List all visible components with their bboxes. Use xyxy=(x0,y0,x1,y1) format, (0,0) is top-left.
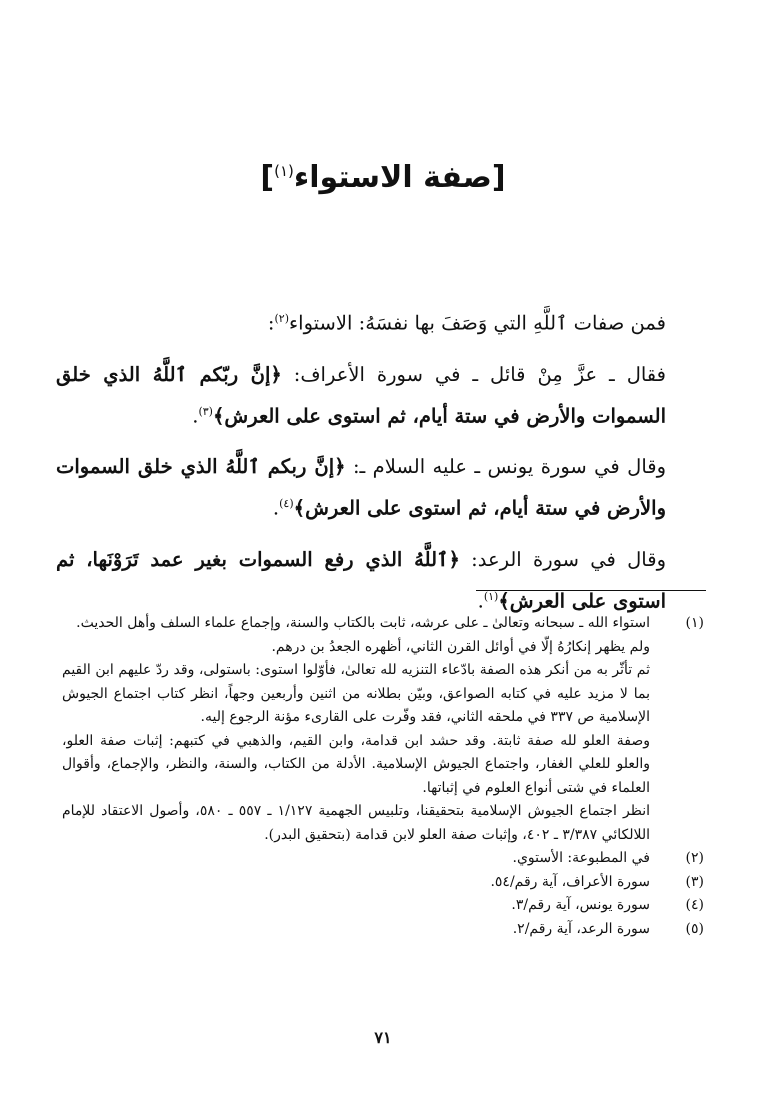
footnote-paragraph: سورة الأعراف، آية رقم/٥٤. xyxy=(490,873,650,890)
footnote-ref: (١) xyxy=(483,589,499,603)
footnote xyxy=(62,612,704,847)
footnote-number: (١) xyxy=(685,615,704,631)
chapter-title-text: [صفة الاستواء xyxy=(293,160,506,195)
paragraph xyxy=(56,300,706,342)
paragraph xyxy=(56,541,706,620)
paragraph-tail: : xyxy=(267,311,275,335)
footnote-body xyxy=(62,871,650,895)
quran-quote: ﴿إنَّ ربكم ٱللَّهُ الذي خلق السموات والأرض في ستة أيام، ثم استوى على العرش﴾ xyxy=(56,455,666,520)
footnote xyxy=(62,894,704,918)
footnote-number: (٣) xyxy=(685,873,704,890)
paragraph-tail: . xyxy=(477,589,484,612)
paragraph-tail: . xyxy=(272,496,280,520)
paragraph-text: فقال ـ عزَّ مِنْ قائل ـ في سورة الأعراف: xyxy=(281,362,666,386)
chapter-title-close-bracket: ] xyxy=(260,160,275,195)
footnote-body xyxy=(62,918,650,942)
footnote-ref: (٢) xyxy=(274,312,290,325)
footnote-ref: (٣) xyxy=(198,404,213,418)
footnote-number: (٤) xyxy=(685,897,704,913)
footnote xyxy=(62,847,704,871)
footnote-paragraph: ثم تأثّر به من أنكر هذه الصفة بادّعاء التنزيه لله تعالىٰ، فأوّلوا استوى: باستولى، وقد ردّ عليهم ابن القيم بما لا مزيد عليه في كتابه الصواعق، وبيّن بطلانه من اثنين وأربعين وجهاً، انظر كتاب اجتماع الجيوش الإسلامية ص ٣٣٧ في ملحقه الثاني، فقد وفّرت على القارىء مؤنة الرجوع إليه. xyxy=(62,662,650,725)
page-number: ٧١ xyxy=(374,1028,392,1047)
footnote-paragraph: سورة الرعد، آية رقم/٢. xyxy=(512,920,650,937)
footnote xyxy=(62,871,704,895)
footnote-body xyxy=(62,894,650,918)
footnote-paragraph: استواء الله ـ سبحانه وتعالىٰ ـ على عرشه، ثابت بالكتاب والسنة، وإجماع علماء السلف وأهل الحديث. xyxy=(76,615,650,631)
chapter-title xyxy=(0,160,766,195)
footnote xyxy=(62,918,704,942)
footnote-body xyxy=(62,612,650,847)
footnote-divider xyxy=(476,590,706,591)
quran-quote: ﴿إنَّ ربّكم ٱللَّهُ الذي خلق السموات والأرض في ستة أيام، ثم استوى على العرش﴾ xyxy=(56,362,666,427)
footnote-paragraph: في المطبوعة: الأستوي. xyxy=(512,850,650,866)
footnote-ref: (٤) xyxy=(279,497,294,510)
paragraph-text: فمن صفات ٱللَّهِ التي وَصَفَ بها نفسَهُ: الاستواء xyxy=(289,311,666,335)
footnote-number: (٥) xyxy=(685,920,704,937)
footnote-paragraph: سورة يونس، آية رقم/٣. xyxy=(511,897,650,913)
footnote-number: (٢) xyxy=(685,850,704,866)
quran-quote: ﴿ٱللَّهُ الذي رفع السموات بغير عمد تَرَوْنَها، ثم استوى على العرش﴾ xyxy=(56,547,666,612)
paragraph-text: وقال في سورة يونس ـ عليه السلام ـ: xyxy=(345,455,667,478)
footnote-paragraph: ولم يظهر إنكارُهُ إلّا في أوائل القرن الثاني، أظهره الجعدُ بن درهم. xyxy=(271,638,650,655)
footnote-paragraph: وصفة العلو لله صفة ثابتة. وقد حشد ابن قدامة، وابن القيم، والذهبي في كتبهم: إثبات صفة العلو، والعلو للعلي الغفار، واجتماع الجيوش الإسلامية. الأدلة من الكتاب، والسنة، والنظر، والإجماع، وأقوال العلماء في شتى أنواع العلوم في إثباتها. xyxy=(62,732,650,796)
main-text xyxy=(56,300,706,633)
paragraph-tail: . xyxy=(192,404,199,427)
paragraph xyxy=(56,356,706,435)
paragraph xyxy=(56,448,706,527)
footnote-body xyxy=(62,847,650,871)
footnotes xyxy=(62,612,704,941)
footnote-paragraph: انظر اجتماع الجيوش الإسلامية بتحقيقنا، وتلبيس الجهمية ١/١٢٧ ـ ٥٥٧ ـ ٥٨٠، وأصول الاعتقاد للإمام اللالكائي ٣/٣٨٧ ـ ٤٠٢، وإثبات صفة العلو لابن قدامة (بتحقيق البدر). xyxy=(62,803,650,843)
chapter-title-note-ref: (١) xyxy=(274,162,294,180)
paragraph-text: وقال في سورة الرعد: xyxy=(459,547,666,571)
